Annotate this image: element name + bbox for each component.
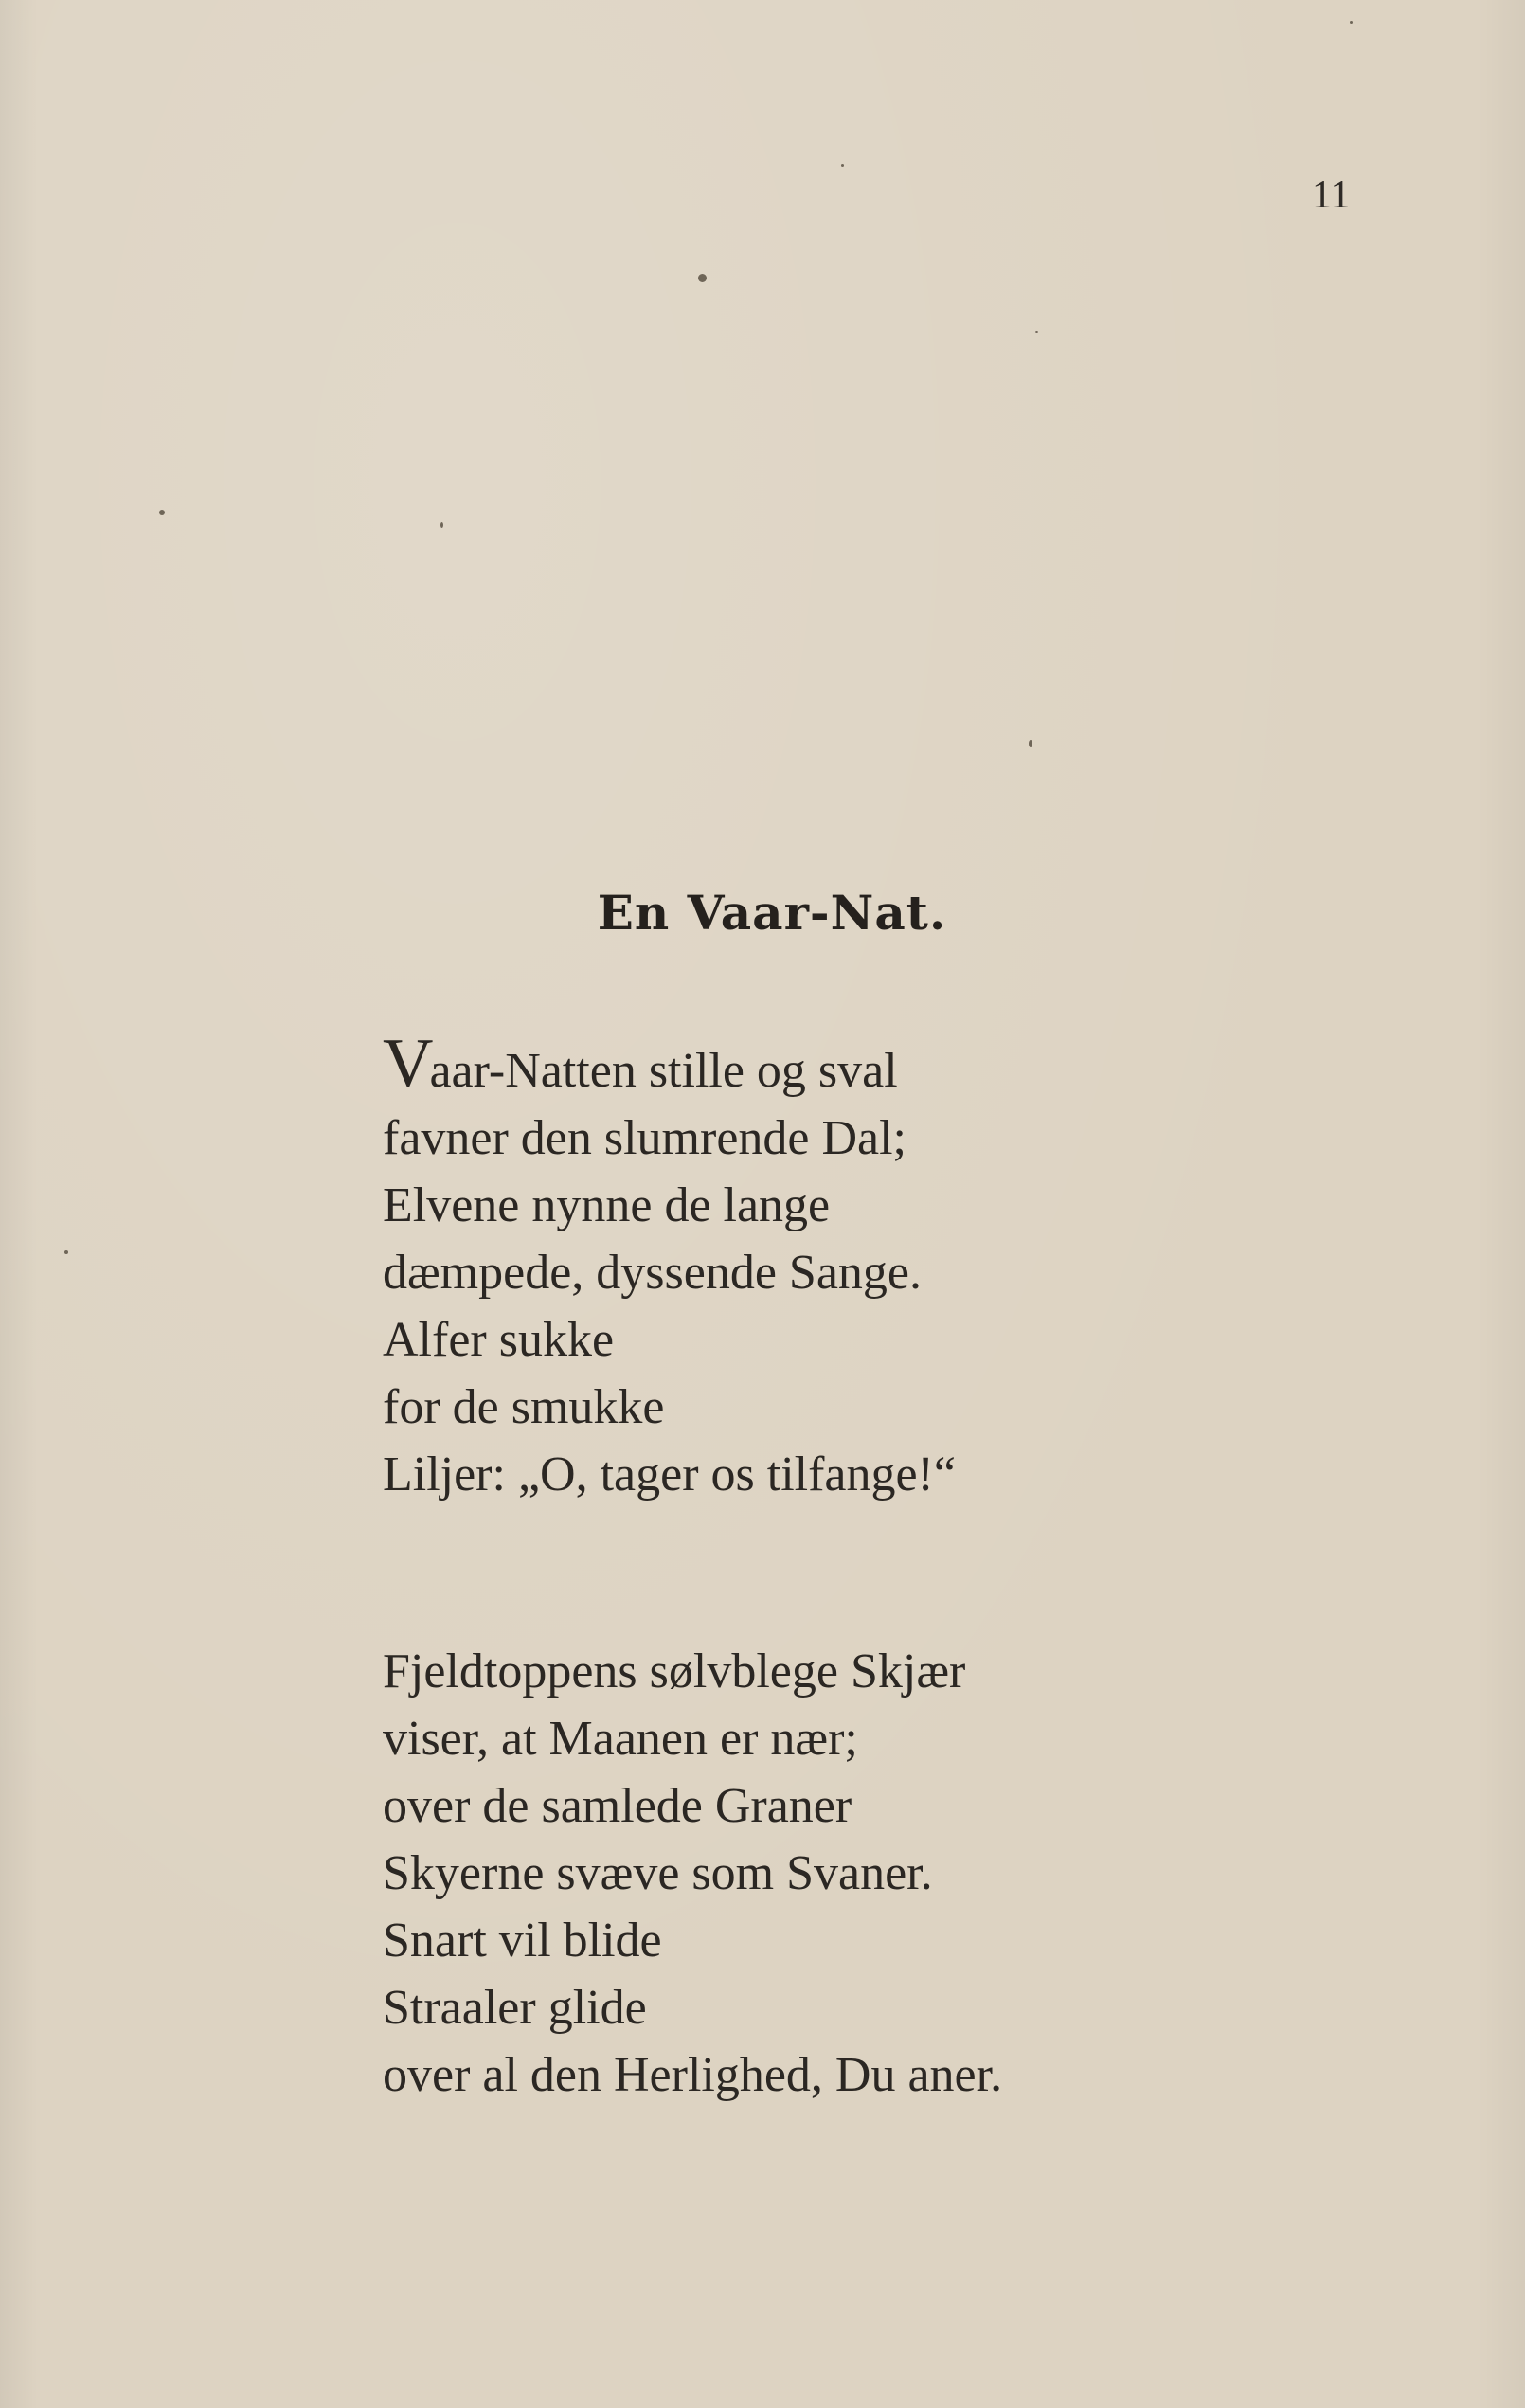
stanza-2-line-3: over de samlede Graner bbox=[383, 1779, 852, 1833]
paper-speck bbox=[1029, 740, 1032, 747]
paper-speck bbox=[64, 1250, 68, 1254]
stanza-2-line-4: Skyerne svæve som Svaner. bbox=[383, 1846, 933, 1900]
stanza-1-line-4: dæmpede, dyssende Sange. bbox=[383, 1246, 923, 1300]
stanza-1 bbox=[383, 1025, 1425, 1508]
stanza-1-line-7: Liljer: „O, tager os tilfange!“ bbox=[383, 1447, 956, 1501]
paper-speck bbox=[159, 510, 165, 515]
poem-title: En Vaar-Nat. bbox=[597, 885, 947, 941]
paper-speck bbox=[440, 522, 443, 528]
stanza-1-line-5: Alfer sukke bbox=[383, 1313, 615, 1367]
drop-cap: V bbox=[383, 1025, 434, 1103]
stanza-1-line-2: favner den slumrende Dal; bbox=[383, 1111, 907, 1165]
stanza-1-line-6: for de smukke bbox=[383, 1380, 665, 1434]
paper-speck bbox=[698, 274, 707, 282]
stanza-2-line-1: Fjeldtoppens sølvblege Skjær bbox=[383, 1644, 966, 1698]
stanza-2-line-6: Straaler glide bbox=[383, 1981, 647, 2035]
stanza-2-line-7: over al den Herlighed, Du aner. bbox=[383, 2048, 1003, 2102]
stanza-2-line-2: viser, at Maanen er nær; bbox=[383, 1712, 858, 1766]
stanza-1-line-3: Elvene nynne de lange bbox=[383, 1178, 831, 1232]
paper-speck bbox=[1035, 331, 1038, 333]
stanza-1-line-1 bbox=[383, 1025, 1425, 1105]
first-line-text: aar-Natten stille og sval bbox=[429, 1044, 898, 1098]
paper-speck bbox=[841, 164, 844, 167]
stanza-2-line-5: Snart vil blide bbox=[383, 1914, 662, 1968]
page-number: 11 bbox=[1312, 173, 1351, 217]
paper-speck bbox=[1350, 21, 1353, 24]
stanza-2 bbox=[383, 1638, 1425, 2109]
